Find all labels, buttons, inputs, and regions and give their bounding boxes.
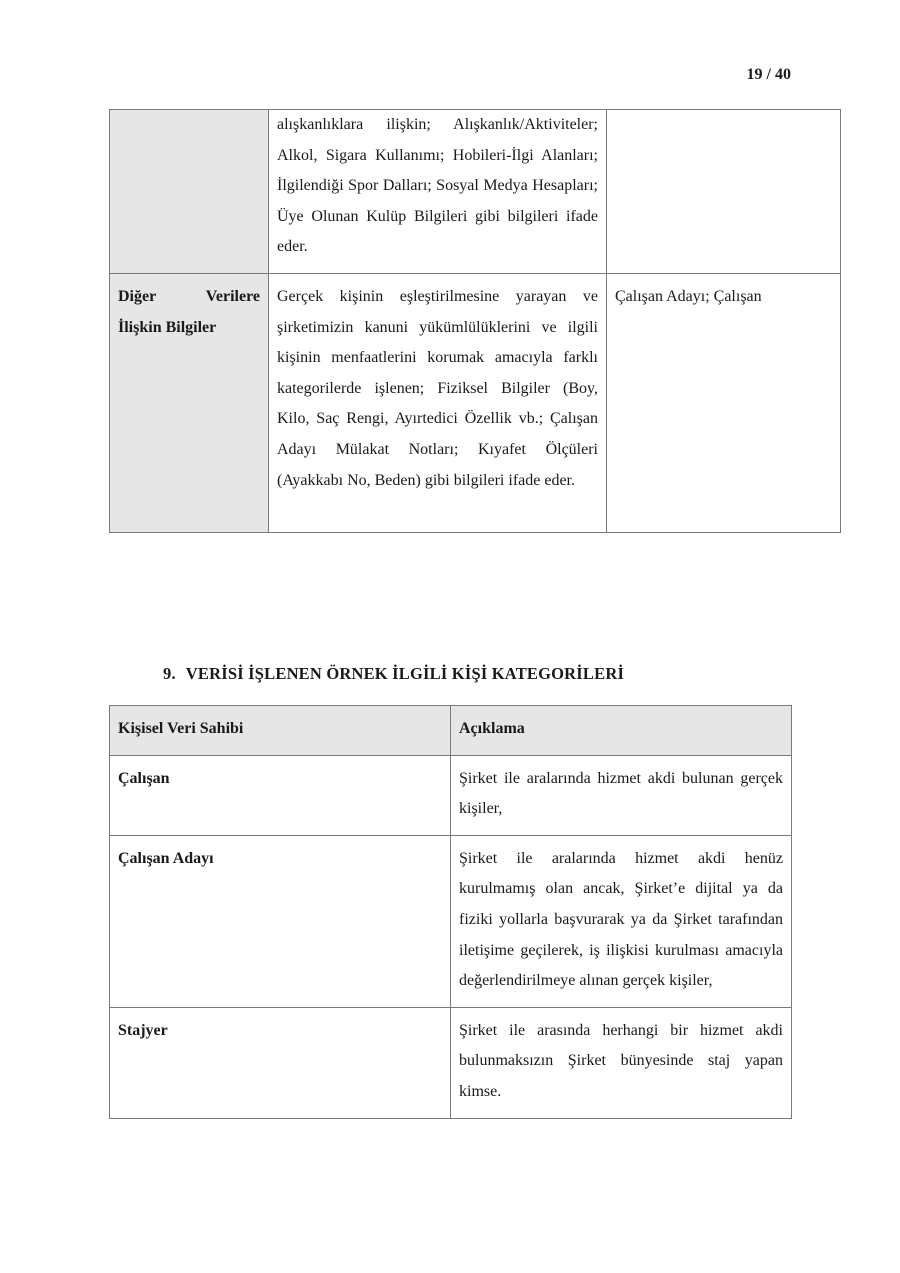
data-categories-table-continued (109, 109, 841, 533)
subject-cell: Çalışan Adayı (110, 835, 451, 1007)
section-number: 9. (163, 664, 176, 683)
description-cell: Şirket ile arasında herhangi bir hizmet akdi bulunmaksızın Şirket bünyesinde staj yapan kimse. (451, 1007, 792, 1118)
data-subject-categories-table (109, 705, 792, 1119)
table-row (110, 1007, 792, 1118)
category-cell (110, 110, 269, 274)
description-cell: Gerçek kişinin eşleştirilmesine yarayan ve şirketimizin kanuni yükümlülüklerini ve ilgili kişinin menfaatlerini korumak amacıyla farklı kategorilerde işlenen; Fiziksel Bilgiler (Boy, Kilo, Saç Rengi, Ayırtedici Özellik vb.; Çalışan Adayı Mülakat Notları; Kıyafet Ölçüleri (Ayakkabı No, Beden) gibi bilgileri ifade eder. (269, 273, 607, 532)
description-cell: alışkanlıklara ilişkin; Alışkanlık/Aktiviteler; Alkol, Sigara Kullanımı; Hobileri-İlgi Alanları; İlgilendiği Spor Dalları; Sosyal Medya Hesapları; Üye Olunan Kulüp Bilgileri gibi bilgileri ifade eder. (269, 110, 607, 274)
table-row (110, 110, 841, 274)
page-number: 19 / 40 (746, 66, 791, 83)
category-cell: Diğer Verilere İlişkin Bilgiler (110, 273, 269, 532)
subject-cell: Çalışan (110, 755, 451, 835)
description-cell: Şirket ile aralarında hizmet akdi henüz kurulmamış olan ancak, Şirket’e dijital ya da fiziki yollarla başvurarak ya da Şirket tarafından iletişime geçilerek, iş ilişkisi kurulması amacıyla değerlendirilmeye alınan gerçek kişiler, (451, 835, 792, 1007)
subject-cell: Stajyer (110, 1007, 451, 1118)
column-header-description: Açıklama (451, 706, 792, 756)
section-heading (163, 664, 624, 684)
description-cell: Şirket ile aralarında hizmet akdi bulunan gerçek kişiler, (451, 755, 792, 835)
section-title: VERİSİ İŞLENEN ÖRNEK İLGİLİ KİŞİ KATEGORİLERİ (185, 664, 625, 683)
table-row (110, 273, 841, 532)
subjects-cell (607, 110, 841, 274)
table-row (110, 835, 792, 1007)
column-header-subject: Kişisel Veri Sahibi (110, 706, 451, 756)
subjects-cell: Çalışan Adayı; Çalışan (607, 273, 841, 532)
table-row (110, 755, 792, 835)
table-header-row (110, 706, 792, 756)
